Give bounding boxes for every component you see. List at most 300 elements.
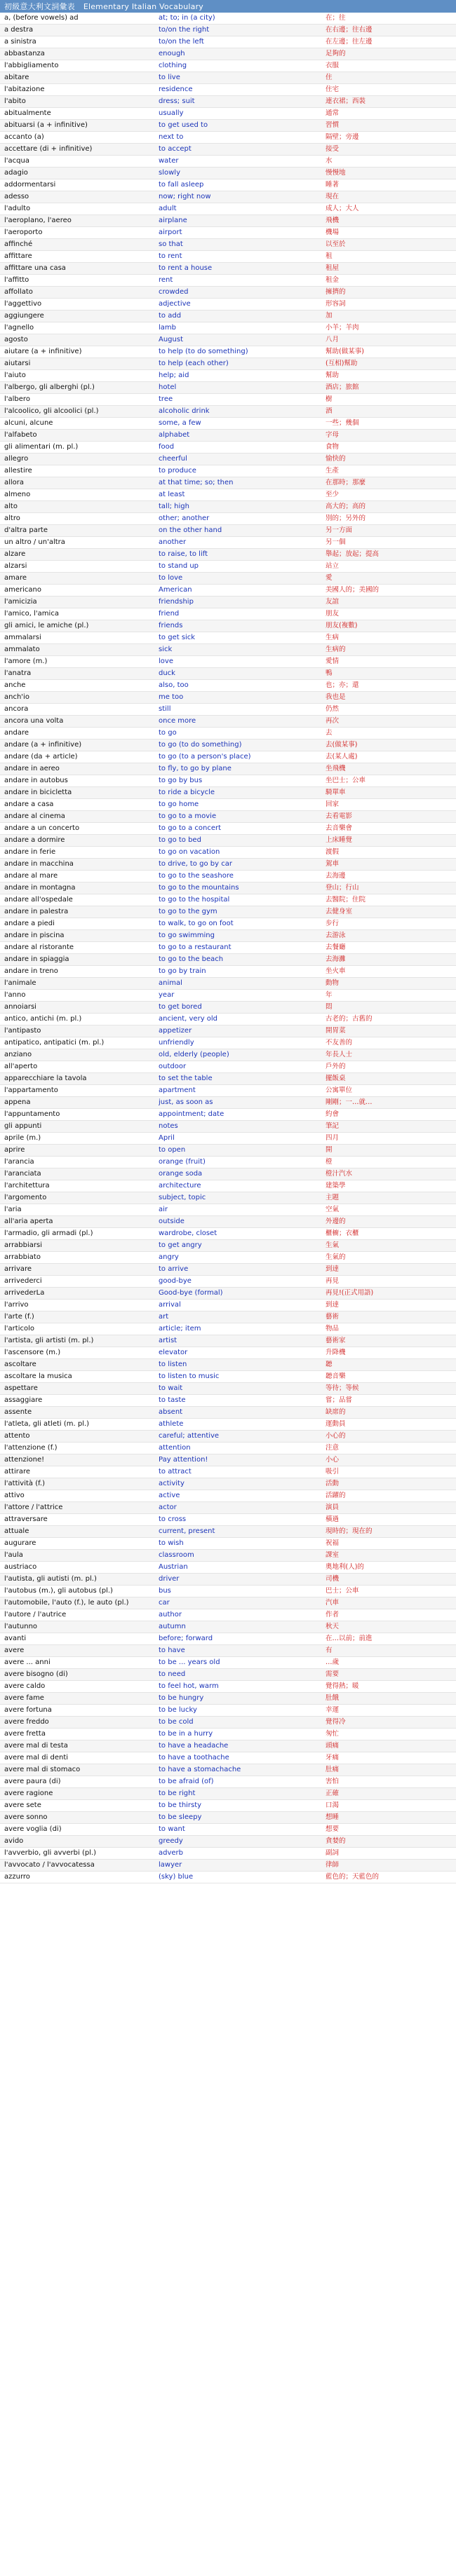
chinese-translation: 友誼 [326, 598, 340, 606]
table-row [0, 430, 456, 442]
table-row [0, 787, 456, 799]
italian-term: l'arrivo [4, 1301, 29, 1309]
table-row [0, 227, 456, 239]
italian-term: affollato [4, 288, 33, 296]
english-translation: to walk, to go on foot [159, 920, 234, 927]
table-row [0, 1157, 456, 1168]
chinese-translation: 高大的；高的 [326, 503, 366, 510]
chinese-translation: 坐火車 [326, 967, 346, 975]
english-translation: to go to a movie [159, 812, 217, 820]
italian-term: andare al cinema [4, 812, 65, 820]
chinese-translation: 我也是 [326, 693, 346, 701]
english-translation: to be thirsty [159, 1801, 202, 1809]
english-translation: cheerful [159, 455, 187, 463]
italian-term: avere paura (di) [4, 1778, 61, 1785]
chinese-translation: 注意 [326, 1444, 340, 1452]
italian-term: andare a casa [4, 800, 54, 808]
table-row [0, 775, 456, 787]
chinese-translation: 升降機 [326, 1349, 346, 1356]
english-translation: to go to the hospital [159, 896, 230, 904]
table-row [0, 692, 456, 704]
english-translation: car [159, 1599, 170, 1607]
english-translation: lamb [159, 324, 176, 332]
english-translation: to/on the right [159, 26, 210, 34]
italian-term: avere ragione [4, 1790, 53, 1797]
chinese-translation: 司機 [326, 1575, 340, 1583]
chinese-translation: 幫助(做某事) [326, 348, 364, 355]
chinese-translation: 肚餓 [326, 1694, 340, 1702]
table-row [0, 13, 456, 25]
italian-term: l'anno [4, 991, 26, 999]
english-translation: to have a stomachache [159, 1766, 241, 1773]
english-translation: to fall asleep [159, 181, 204, 189]
italian-term: l'antipasto [4, 1027, 41, 1035]
english-translation: next to [159, 133, 184, 141]
english-translation: usually [159, 109, 184, 117]
chinese-translation: 四月 [326, 1134, 340, 1142]
table-row [0, 859, 456, 871]
english-translation: actor [159, 1504, 177, 1511]
header-title-chinese: 初級意大利文詞彙表 [4, 2, 75, 11]
chinese-translation: 現在 [326, 193, 340, 200]
italian-term: aiutare (a + infinitive) [4, 348, 82, 355]
table-row [0, 823, 456, 835]
english-translation: to listen to music [159, 1372, 220, 1380]
english-translation: American [159, 586, 192, 594]
chinese-translation: 去看電影 [326, 812, 353, 820]
english-translation: to open [159, 1146, 186, 1154]
italian-term: l'alfabeto [4, 431, 37, 439]
italian-term: adagio [4, 169, 28, 177]
chinese-translation: 幫助 [326, 372, 340, 379]
english-translation: to go to the seashore [159, 872, 234, 880]
table-row [0, 1562, 456, 1574]
italian-term: addormentarsi [4, 181, 56, 189]
table-row [0, 656, 456, 668]
italian-term: agosto [4, 336, 28, 343]
english-translation: enough [159, 50, 185, 57]
chinese-translation: 櫃櫥；衣櫃 [326, 1229, 359, 1237]
italian-term: alto [4, 503, 18, 510]
italian-term: l'articolo [4, 1325, 34, 1333]
table-row [0, 882, 456, 894]
italian-term: l'artista, gli artisti (m. pl.) [4, 1337, 94, 1344]
english-translation: just, as soon as [159, 1098, 213, 1106]
italian-term: adesso [4, 193, 29, 200]
chinese-translation: 去游泳 [326, 932, 346, 939]
chinese-translation: 舉起；放起；提高 [326, 550, 380, 558]
english-translation: to produce [159, 467, 196, 475]
table-row [0, 632, 456, 644]
chinese-translation: 律師 [326, 1861, 340, 1869]
table-row [0, 668, 456, 680]
chinese-translation: 公寓單位 [326, 1086, 353, 1094]
italian-term: andare in treno [4, 967, 58, 975]
table-row [0, 620, 456, 632]
italian-term: andare in ferie [4, 848, 56, 856]
table-row [0, 1002, 456, 1014]
english-translation: classroom [159, 1551, 194, 1559]
table-row [0, 1168, 456, 1180]
table-row [0, 1550, 456, 1562]
table-row [0, 1073, 456, 1085]
english-translation: year [159, 991, 175, 999]
chinese-translation: 睡著 [326, 181, 340, 189]
chinese-translation: 戶外的 [326, 1063, 346, 1070]
table-row [0, 930, 456, 942]
chinese-translation: 在那時；那麼 [326, 479, 366, 486]
table-row [0, 418, 456, 430]
chinese-translation: 不友善的 [326, 1039, 353, 1047]
italian-term: l'appartamento [4, 1086, 58, 1094]
italian-term: andare in macchina [4, 860, 74, 868]
italian-term: allora [4, 479, 25, 486]
italian-term: arrabbiato [4, 1253, 41, 1261]
italian-term: affittare [4, 252, 32, 260]
chinese-translation: 渡假 [326, 848, 340, 856]
italian-term: arrivederci [4, 1277, 42, 1285]
english-translation: to go to a concert [159, 824, 222, 832]
chinese-translation: 活動 [326, 1480, 340, 1487]
chinese-translation: 形容詞 [326, 300, 346, 308]
english-translation: notes [159, 1122, 178, 1130]
english-translation: airplane [159, 217, 187, 224]
table-row [0, 36, 456, 48]
chinese-translation: 另一方面 [326, 526, 353, 534]
english-translation: to go to the mountains [159, 884, 239, 892]
italian-term: andare a dormire [4, 836, 65, 844]
italian-term: andare in autobus [4, 777, 68, 784]
english-translation: elevator [159, 1349, 188, 1356]
table-row [0, 1014, 456, 1025]
english-translation: once more [159, 717, 196, 725]
italian-term: abitare [4, 74, 29, 81]
english-translation: to be ... years old [159, 1658, 220, 1666]
italian-term: gli amici, le amiche (pl.) [4, 622, 89, 629]
table-row [0, 1764, 456, 1776]
chinese-translation: 再見 [326, 1277, 340, 1285]
italian-term: attirare [4, 1468, 31, 1476]
chinese-translation: 幸運 [326, 1706, 340, 1714]
italian-term: avere voglia (di) [4, 1825, 62, 1833]
chinese-translation: 別的；另外的 [326, 514, 366, 522]
table-row [0, 1145, 456, 1157]
english-translation: ancient, very old [159, 1015, 218, 1023]
english-translation: residence [159, 86, 193, 93]
english-translation: greedy [159, 1837, 183, 1845]
italian-term: avere bisogno (di) [4, 1670, 68, 1678]
english-translation: Good-bye (formal) [159, 1289, 223, 1297]
chinese-translation: 聽音樂 [326, 1372, 346, 1380]
chinese-translation: 藝術 [326, 1313, 340, 1321]
chinese-translation: 肚痛 [326, 1766, 340, 1773]
table-row [0, 597, 456, 608]
english-translation: to go (to do something) [159, 741, 242, 749]
english-translation: to go on vacation [159, 848, 220, 856]
chinese-translation: 朋友(複數) [326, 622, 358, 629]
italian-term: andare al ristorante [4, 943, 74, 951]
italian-term: altro [4, 514, 20, 522]
english-translation: to rent [159, 252, 182, 260]
chinese-translation: 另一個 [326, 538, 346, 546]
chinese-translation: 外邊的 [326, 1218, 346, 1225]
table-row [0, 525, 456, 537]
italian-term: l'aeroporto [4, 229, 43, 236]
italian-term: andare (da + article) [4, 753, 78, 761]
english-translation: food [159, 443, 175, 451]
chinese-translation: 主題 [326, 1194, 340, 1201]
english-translation: adjective [159, 300, 191, 308]
table-row [0, 1645, 456, 1657]
english-translation: to live [159, 74, 180, 81]
english-translation: to have a headache [159, 1742, 229, 1750]
english-translation: air [159, 1206, 168, 1213]
italian-term: l'amore (m.) [4, 657, 48, 665]
english-translation: to help (to do something) [159, 348, 248, 355]
chinese-translation: 坐巴士；公車 [326, 777, 366, 784]
table-row [0, 1454, 456, 1466]
english-translation: to/on the left [159, 38, 204, 46]
italian-term: l'aria [4, 1206, 22, 1213]
english-translation: active [159, 1492, 180, 1499]
chinese-translation: 現時的；現在的 [326, 1527, 373, 1535]
table-row [0, 168, 456, 179]
table-row [0, 501, 456, 513]
italian-term: ammalarsi [4, 634, 41, 641]
vocabulary-table [0, 13, 456, 1883]
english-translation: to go by train [159, 967, 206, 975]
table-row [0, 275, 456, 287]
italian-term: antico, antichi (m. pl.) [4, 1015, 82, 1023]
chinese-translation: 運動員 [326, 1420, 346, 1428]
table-row [0, 1788, 456, 1800]
table-row [0, 835, 456, 847]
chinese-translation: 隔壁；旁邊 [326, 133, 359, 141]
chinese-translation: 酒 [326, 407, 333, 415]
table-row [0, 549, 456, 561]
table-row [0, 1526, 456, 1538]
table-row [0, 728, 456, 740]
chinese-translation: 鴨 [326, 669, 333, 677]
table-row [0, 1395, 456, 1407]
english-translation: to stand up [159, 562, 199, 570]
english-translation: at that time; so; then [159, 479, 234, 486]
english-translation: bus [159, 1587, 171, 1595]
chinese-translation: 課室 [326, 1551, 340, 1559]
english-translation: tree [159, 395, 173, 403]
table-row [0, 1729, 456, 1740]
table-row [0, 263, 456, 275]
table-row [0, 1383, 456, 1395]
italian-term: affinché [4, 240, 33, 248]
english-translation: August [159, 336, 183, 343]
table-row [0, 465, 456, 477]
english-translation: friendship [159, 598, 194, 606]
table-row [0, 203, 456, 215]
english-translation: at; to; in (a city) [159, 14, 215, 22]
italian-term: assaggiare [4, 1396, 43, 1404]
chinese-translation: 藝術家 [326, 1337, 346, 1344]
table-row [0, 1478, 456, 1490]
table-row [0, 716, 456, 728]
english-translation: to be right [159, 1790, 196, 1797]
italian-term: gli appunti [4, 1122, 42, 1130]
table-row [0, 1812, 456, 1824]
english-translation: now; right now [159, 193, 211, 200]
chinese-translation: 去(做某事) [326, 741, 358, 749]
italian-term: l'attenzione (f.) [4, 1444, 58, 1452]
chinese-translation: 衣服 [326, 62, 340, 69]
italian-term: anziano [4, 1051, 32, 1058]
english-translation: so that [159, 240, 183, 248]
italian-term: arrivederLa [4, 1289, 45, 1297]
chinese-translation: 剛剛；一…就… [326, 1098, 373, 1106]
italian-term: aprire [4, 1146, 25, 1154]
italian-term: allegro [4, 455, 29, 463]
chinese-translation: 機場 [326, 229, 340, 236]
chinese-translation: 上床睡覺 [326, 836, 353, 844]
chinese-translation: 住宅 [326, 86, 340, 93]
italian-term: d'altra parte [4, 526, 48, 534]
table-row [0, 1085, 456, 1097]
italian-term: l'aranciata [4, 1170, 41, 1178]
english-translation: art [159, 1313, 169, 1321]
chinese-translation: 在；往 [326, 14, 346, 22]
italian-term: almeno [4, 491, 31, 498]
italian-term: l'albergo, gli alberghi (pl.) [4, 383, 95, 391]
english-translation: to go to a restaurant [159, 943, 232, 951]
table-row [0, 1300, 456, 1311]
table-row [0, 942, 456, 954]
italian-term: l'agnello [4, 324, 34, 332]
italian-term: l'autore / l'autrice [4, 1611, 67, 1618]
table-row [0, 25, 456, 36]
italian-term: l'abitazione [4, 86, 45, 93]
table-row [0, 1204, 456, 1216]
table-row [0, 966, 456, 978]
english-translation: subject, topic [159, 1194, 206, 1201]
chinese-translation: 活躍的 [326, 1492, 346, 1499]
english-translation: alcoholic drink [159, 407, 210, 415]
table-row [0, 1609, 456, 1621]
italian-term: attento [4, 1432, 30, 1440]
chinese-translation: 筆記 [326, 1122, 340, 1130]
chinese-translation: 以至於 [326, 240, 346, 248]
italian-term: l'amicizia [4, 598, 37, 606]
italian-term: abitualmente [4, 109, 51, 117]
english-translation: also, too [159, 681, 189, 689]
english-translation: artist [159, 1337, 177, 1344]
english-translation: to get used to [159, 121, 208, 129]
italian-term: l'appuntamento [4, 1110, 60, 1118]
chinese-translation: 悶 [326, 1003, 333, 1011]
english-translation: to be in a hurry [159, 1730, 213, 1738]
english-translation: other; another [159, 514, 210, 522]
chinese-translation: 足夠的 [326, 50, 346, 57]
italian-term: andare all'ospedale [4, 896, 73, 904]
table-row [0, 1109, 456, 1121]
table-row [0, 334, 456, 346]
chinese-translation: 正確 [326, 1790, 340, 1797]
chinese-translation: (互相)幫助 [326, 360, 358, 367]
table-row [0, 1133, 456, 1145]
english-translation: on the other hand [159, 526, 222, 534]
english-translation: to go to the gym [159, 908, 217, 915]
table-row [0, 1121, 456, 1133]
english-translation: airport [159, 229, 182, 236]
chinese-translation: 住 [326, 74, 333, 81]
chinese-translation: 生氣 [326, 1241, 340, 1249]
chinese-translation: 等待；等候 [326, 1384, 359, 1392]
english-translation: some, a few [159, 419, 201, 427]
italian-term: l'aiuto [4, 372, 26, 379]
english-translation: appetizer [159, 1027, 192, 1035]
english-translation: water [159, 157, 179, 165]
table-row [0, 179, 456, 191]
table-row [0, 84, 456, 96]
italian-term: antipatico, antipatici (m. pl.) [4, 1039, 105, 1047]
english-translation: to rent a house [159, 264, 213, 272]
italian-term: l'avvocato / l'avvocatessa [4, 1861, 95, 1869]
table-row [0, 1311, 456, 1323]
table-row [0, 1347, 456, 1359]
italian-term: andare in bicicletta [4, 789, 72, 796]
italian-term: avere fame [4, 1694, 44, 1702]
table-row [0, 585, 456, 597]
english-translation: athlete [159, 1420, 184, 1428]
table-row [0, 847, 456, 859]
italian-term: andare al mare [4, 872, 58, 880]
italian-term: aprile (m.) [4, 1134, 41, 1142]
table-row [0, 1323, 456, 1335]
chinese-translation: 頭痛 [326, 1742, 340, 1750]
english-translation: Pay attention! [159, 1456, 208, 1464]
table-row [0, 1335, 456, 1347]
italian-term: attuale [4, 1527, 29, 1535]
english-translation: careful; attentive [159, 1432, 220, 1440]
italian-term: andare in spiaggia [4, 955, 69, 963]
table-row [0, 644, 456, 656]
italian-term: andare in montagna [4, 884, 76, 892]
chinese-translation: 害怕 [326, 1778, 340, 1785]
italian-term: l'architettura [4, 1182, 50, 1190]
english-translation: me too [159, 693, 184, 701]
table-row [0, 1466, 456, 1478]
english-translation: to be afraid (of) [159, 1778, 214, 1785]
chinese-translation: 去 [326, 729, 333, 737]
english-translation: friend [159, 610, 180, 618]
table-row [0, 1192, 456, 1204]
table-row [0, 1180, 456, 1192]
table-row [0, 1431, 456, 1443]
italian-term: affittare una casa [4, 264, 66, 272]
chinese-translation: 副詞 [326, 1849, 340, 1857]
chinese-translation: 聽 [326, 1361, 333, 1368]
italian-term: l'aggettivo [4, 300, 42, 308]
table-row [0, 108, 456, 120]
english-translation: to go to the beach [159, 955, 224, 963]
chinese-translation: 登山；行山 [326, 884, 359, 892]
chinese-translation: 物品 [326, 1325, 340, 1333]
chinese-translation: 習慣 [326, 121, 340, 129]
chinese-translation: 橫過 [326, 1515, 340, 1523]
chinese-translation: 步行 [326, 920, 340, 927]
table-row [0, 442, 456, 454]
english-translation: lawyer [159, 1861, 182, 1869]
italian-term: all'aria aperta [4, 1218, 53, 1225]
chinese-translation: 有 [326, 1647, 333, 1654]
english-translation: to love [159, 574, 183, 582]
